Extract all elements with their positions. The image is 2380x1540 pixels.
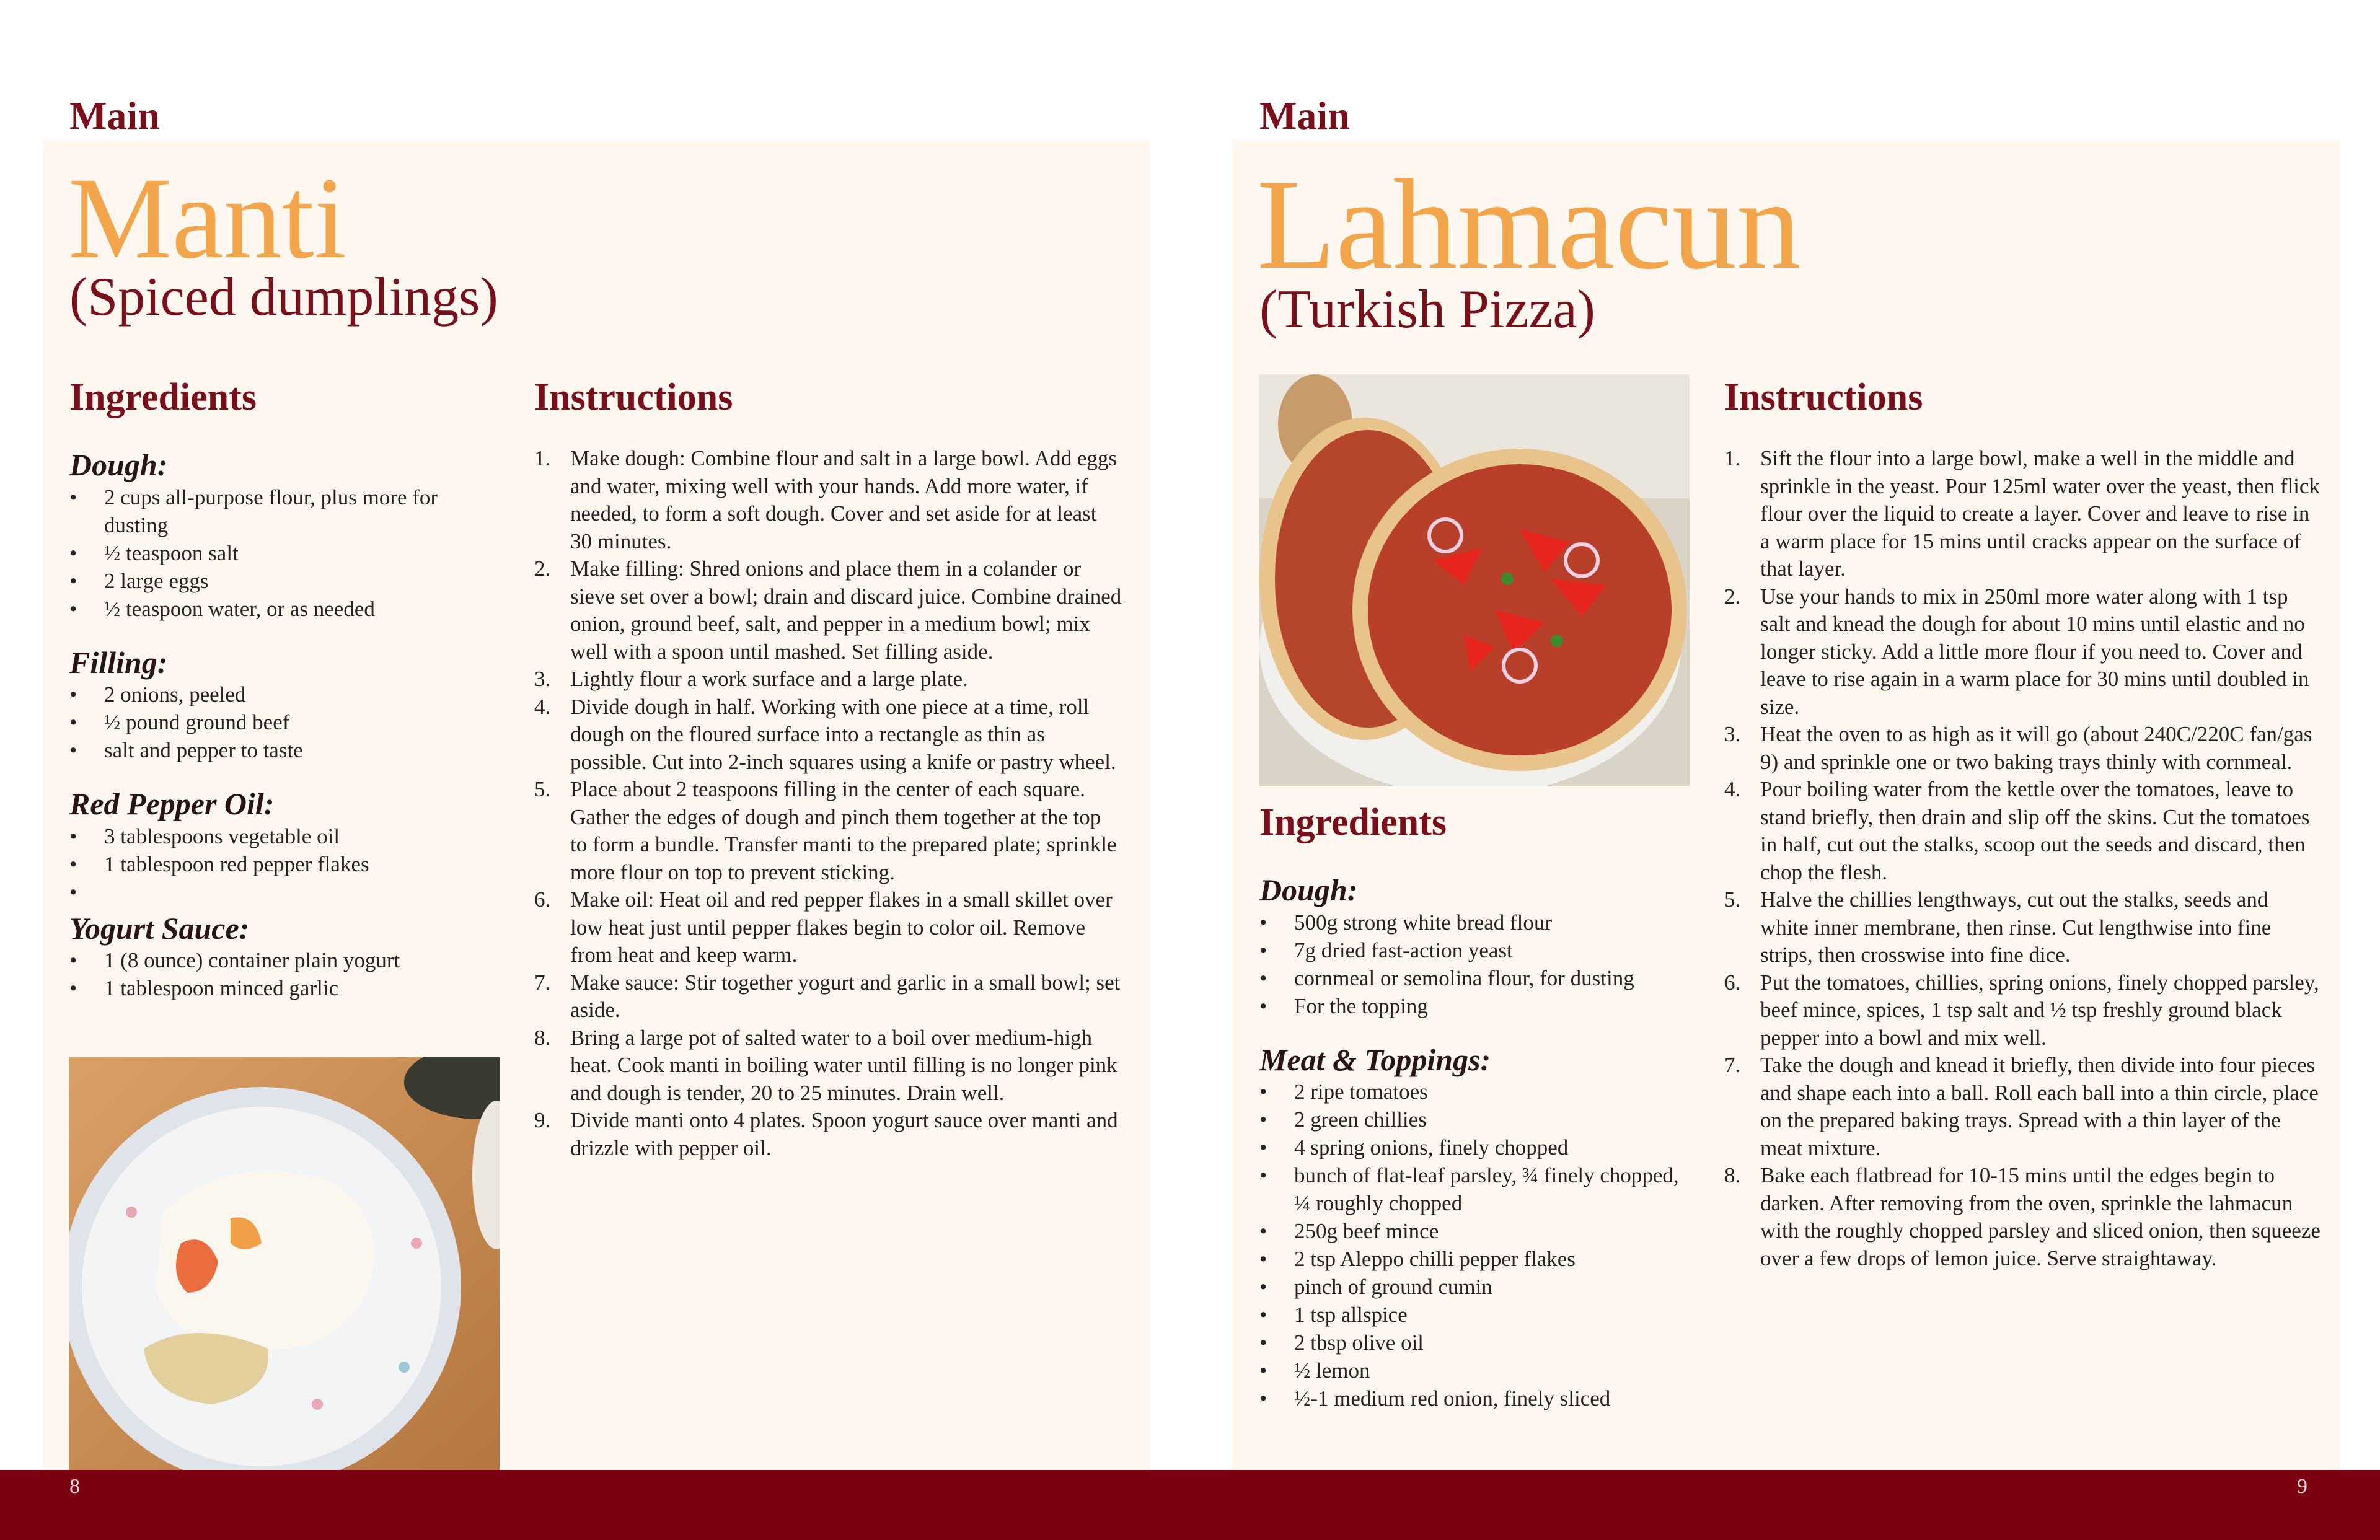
instruction-step: 1. Make dough: Combine flour and salt in a large bowl. Add eggs and water, mixing well with your hands. Add more water, if needed, to form a soft dough. Cover and set aside for at least 30 minutes.	[534, 446, 1117, 553]
lahmacun-photo	[1259, 374, 1690, 786]
ingredient-item: • 1 tablespoon red pepper flakes	[69, 850, 478, 878]
ingredient-item	[69, 878, 478, 906]
ingredient-item: • 2 green chillies	[1259, 1106, 1693, 1133]
instruction-step: 5. Place about 2 teaspoons filling in the center of each square. Gather the edges of dough and pinch them together at the top to form a bundle. Transfer manti to the prepared plate; sprinkle more flour on top to prevent sticking.	[534, 777, 1117, 884]
ingredient-list	[69, 483, 478, 623]
instruction-step: 4. Pour boiling water from the kettle over the tomatoes, leave to stand briefly, then drain and slip off the skins. Cut the tomatoes in half, cut out the stalks, scoop out the seeds and discard, then chop the flesh.	[1724, 777, 2310, 884]
right-category: Main	[1259, 94, 1350, 138]
bullet-icon: •	[1259, 993, 1267, 1018]
ingredient-group-heading: Yogurt Sauce:	[69, 910, 250, 946]
right-ingredients-heading: Ingredients	[1259, 801, 1447, 843]
ingredient-item: • cornmeal or semolina flour, for dusting	[1259, 964, 1693, 992]
right-page	[1190, 0, 2380, 1470]
ingredient-list	[69, 822, 478, 906]
ingredient-item: • pinch of ground cumin	[1259, 1273, 1693, 1301]
instruction-step: 2. Make filling: Shred onions and place them in a colander or sieve set over a bowl; drain and discard juice. Combine drained onion, ground beef, salt, and pepper in a medium bowl; mix well with a spoon until mashed. Set filling aside.	[534, 557, 1122, 664]
footer-bar	[0, 1470, 2380, 1540]
ingredient-item: • 2 tsp Aleppo chilli pepper flakes	[1259, 1245, 1693, 1273]
bullet-icon: •	[69, 710, 77, 734]
bullet-icon: •	[1259, 910, 1267, 935]
bullet-icon: •	[69, 851, 77, 876]
left-instructions-column	[534, 445, 1123, 1162]
left-ingredients-column	[69, 447, 478, 1024]
right-instructions-heading: Instructions	[1724, 376, 1923, 418]
bullet-icon: •	[69, 568, 77, 593]
manti-dish-image	[69, 1057, 500, 1470]
ingredient-list	[1259, 1078, 1693, 1412]
bullet-icon: •	[1259, 1107, 1267, 1132]
instruction-step: 7. Take the dough and knead it briefly, then divide into four pieces and shape each into a ball. Roll each ball into a thin circle, place on the prepared baking trays. Spread with a thin layer of the meat mixture.	[1724, 1053, 2319, 1160]
instruction-step: 9. Divide manti onto 4 plates. Spoon yogurt sauce over manti and drizzle with pepper oil.	[534, 1108, 1118, 1160]
manti-photo	[69, 1057, 500, 1470]
ingredient-group-heading: Filling:	[69, 645, 168, 680]
instruction-step: 6. Make oil: Heat oil and red pepper flakes in a small skillet over low heat just until pepper flakes begin to color oil. Remove from heat and keep warm.	[534, 887, 1113, 967]
left-instructions-heading: Instructions	[534, 376, 733, 418]
left-title: Manti	[68, 153, 347, 283]
ingredient-item: • ½ lemon	[1259, 1357, 1693, 1384]
left-subtitle: (Spiced dumplings)	[69, 267, 498, 327]
left-ingredients-heading: Ingredients	[69, 376, 257, 418]
ingredient-item: • 1 (8 ounce) container plain yogurt	[69, 946, 478, 974]
instructions-list	[534, 445, 1123, 1162]
ingredient-item: • 2 tbsp olive oil	[1259, 1329, 1693, 1357]
bullet-icon: •	[69, 824, 77, 848]
ingredient-item: • 7g dried fast-action yeast	[1259, 936, 1693, 964]
left-page	[0, 0, 1190, 1470]
bullet-icon: •	[1259, 1080, 1267, 1104]
lahmacun-dish-image	[1259, 374, 1690, 786]
right-instructions-column	[1724, 445, 2320, 1272]
bullet-icon: •	[1259, 1303, 1267, 1327]
ingredient-item: • ½ pound ground beef	[69, 708, 478, 736]
bullet-icon: •	[69, 879, 77, 904]
ingredient-list	[1259, 909, 1693, 1020]
instruction-step: 3. Lightly flour a work surface and a large plate.	[534, 667, 968, 691]
instruction-step: 6. Put the tomatoes, chillies, spring onions, finely chopped parsley, beef mince, spices, 1 tsp salt and ½ tsp freshly ground black pepper into a bowl and mix well.	[1724, 970, 2319, 1050]
bullet-icon: •	[1259, 938, 1267, 962]
bullet-icon: •	[1259, 1358, 1267, 1383]
ingredient-item: • bunch of flat-leaf parsley, ¾ finely chopped, ¼ roughly chopped	[1259, 1161, 1693, 1217]
instruction-step: 3. Heat the oven to as high as it will go (about 240C/220C fan/gas 9) and sprinkle one or two baking trays thinly with cornmeal.	[1724, 722, 2312, 774]
bullet-icon: •	[69, 976, 77, 1000]
bullet-icon: •	[69, 485, 77, 509]
bullet-icon: •	[1259, 1386, 1267, 1410]
bullet-icon: •	[1259, 966, 1267, 990]
ingredient-group-heading: Meat & Toppings:	[1259, 1042, 1491, 1077]
ingredient-item: • 250g beef mince	[1259, 1217, 1693, 1245]
bullet-icon: •	[69, 738, 77, 762]
instruction-step: 5. Halve the chillies lengthways, cut out the stalks, seeds and white inner membrane, then rinse. Cut lengthwise into fine strips, then crosswise into fine dice.	[1724, 887, 2272, 967]
bullet-icon: •	[1259, 1247, 1267, 1271]
ingredient-item: • 2 onions, peeled	[69, 680, 478, 708]
right-ingredients-column	[1259, 873, 1693, 1435]
ingredient-item: • 4 spring onions, finely chopped	[1259, 1133, 1693, 1161]
bullet-icon: •	[1259, 1219, 1267, 1243]
bullet-icon: •	[69, 948, 77, 972]
bullet-icon: •	[69, 596, 77, 621]
instructions-list	[1724, 445, 2320, 1272]
instruction-step: 4. Divide dough in half. Working with one piece at a time, roll dough on the floured surface into a rectangle as thin as possible. Cut into 2-inch squares using a knife or pastry wheel.	[534, 694, 1116, 774]
ingredient-item: • 500g strong white bread flour	[1259, 909, 1693, 936]
ingredient-item: • ½ teaspoon salt	[69, 539, 478, 567]
bullet-icon: •	[1259, 1163, 1267, 1187]
instruction-step: 8. Bring a large pot of salted water to a boil over medium-high heat. Cook manti in boiling water until filling is no longer pink and dough is tender, 20 to 25 minutes. Drain well.	[534, 1025, 1117, 1105]
ingredient-item: • 3 tablespoons vegetable oil	[69, 822, 478, 850]
ingredient-list	[69, 680, 478, 764]
ingredient-group-heading: Dough:	[1259, 873, 1358, 907]
bullet-icon: •	[1259, 1275, 1267, 1299]
right-title: Lahmacun	[1257, 153, 1801, 296]
ingredient-list	[69, 946, 478, 1002]
ingredient-item: • 2 ripe tomatoes	[1259, 1078, 1693, 1106]
ingredient-item: • salt and pepper to taste	[69, 736, 478, 764]
instruction-step: 2. Use your hands to mix in 250ml more water along with 1 tsp salt and knead the dough for about 10 mins until elastic and no longer sticky. Add a little more flour if you need to. Cover and leave to rise again in a warm place for 30 mins until doubled in size.	[1724, 584, 2309, 719]
ingredient-group-heading: Dough:	[69, 447, 168, 482]
ingredient-item: • ½ teaspoon water, or as needed	[69, 595, 478, 623]
instruction-step: 8. Bake each flatbread for 10-15 mins until the edges begin to darken. After removing from the oven, sprinkle the lahmacun with the roughly chopped parsley and sliced onion, then squeeze over a few drops of lemon juice. Serve straightaway.	[1724, 1163, 2320, 1270]
bullet-icon: •	[1259, 1331, 1267, 1355]
bullet-icon: •	[69, 540, 77, 565]
bullet-icon: •	[69, 682, 77, 706]
instruction-step: 1. Sift the flour into a large bowl, make a well in the middle and sprinkle in the yeast. Pour 125ml water over the yeast, then flick flour over the liquid to create a layer. Cover and leave to rise in a warm place for 15 mins until cracks appear on the surface of that layer.	[1724, 446, 2320, 581]
ingredient-item: • 2 cups all-purpose flour, plus more for dusting	[69, 483, 478, 539]
left-category: Main	[69, 94, 160, 138]
ingredient-item: • 2 large eggs	[69, 567, 478, 595]
page-number-right: 9	[2297, 1475, 2307, 1498]
bullet-icon: •	[1259, 1135, 1267, 1159]
ingredient-group-heading: Red Pepper Oil:	[69, 786, 275, 821]
ingredient-item: • 1 tablespoon minced garlic	[69, 974, 478, 1002]
ingredient-item: • ½-1 medium red onion, finely sliced	[1259, 1384, 1693, 1412]
instruction-step: 7. Make sauce: Stir together yogurt and garlic in a small bowl; set aside.	[534, 970, 1121, 1022]
ingredient-item: • For the topping	[1259, 992, 1693, 1020]
right-subtitle: (Turkish Pizza)	[1259, 279, 1595, 340]
page-number-left: 8	[69, 1475, 80, 1498]
ingredient-item: • 1 tsp allspice	[1259, 1301, 1693, 1329]
